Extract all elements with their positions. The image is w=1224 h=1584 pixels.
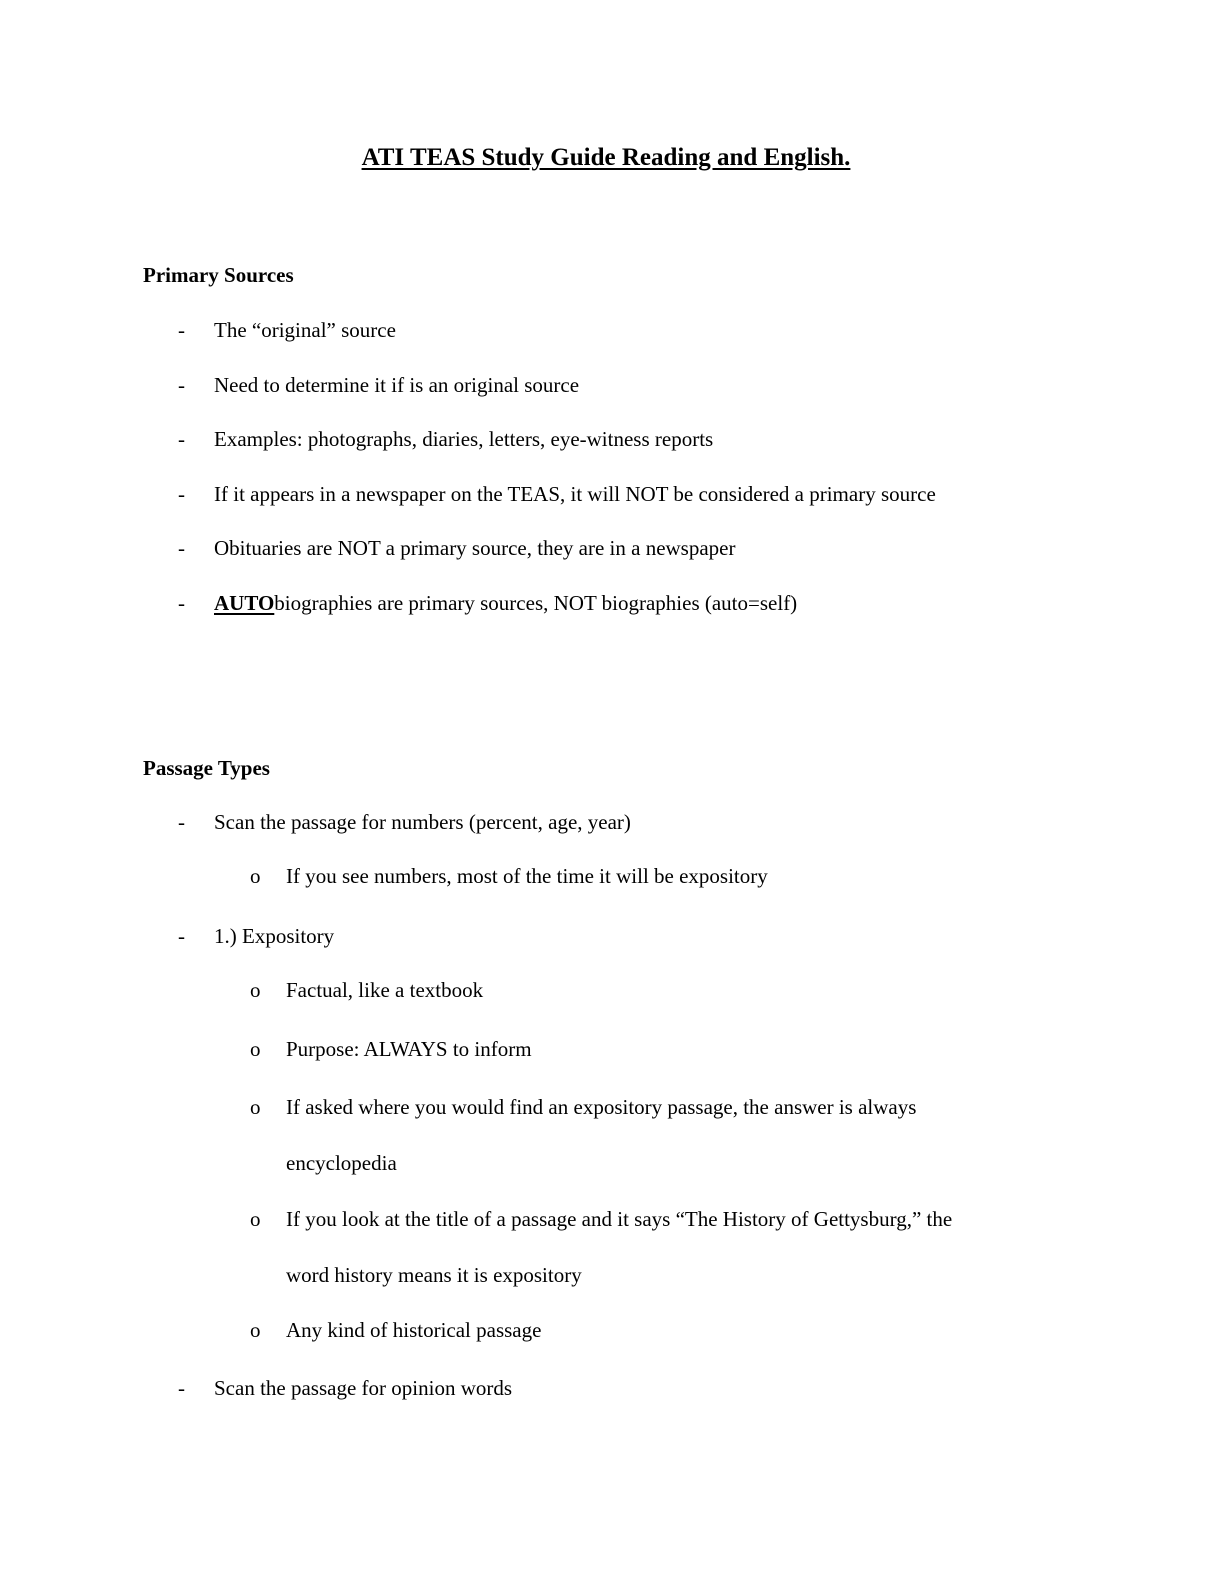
list-item-text: If it appears in a newspaper on the TEAS, it will NOT be considered a primary source <box>214 482 936 506</box>
dash-bullet: - <box>178 924 185 948</box>
sub-list-item-text: Purpose: ALWAYS to inform <box>286 1037 532 1061</box>
sub-list-item-text: If you look at the title of a passage and it says “The History of Gettysburg,” the <box>286 1207 953 1231</box>
sub-list-item-text: encyclopedia <box>286 1151 397 1175</box>
dash-bullet: - <box>178 1376 185 1400</box>
list-item-text: The “original” source <box>214 318 396 342</box>
sub-list-item-text: Any kind of historical passage <box>286 1318 542 1342</box>
dash-bullet: - <box>178 482 185 506</box>
sub-list-item-text: Factual, like a textbook <box>286 978 484 1002</box>
list-item-text <box>214 589 797 617</box>
dash-bullet: - <box>178 591 185 615</box>
section-heading-passage-types: Passage Types <box>143 756 270 780</box>
dash-bullet: - <box>178 373 185 397</box>
sub-list-item-text: If asked where you would find an expository passage, the answer is always <box>286 1095 917 1119</box>
list-item-text-rest: biographies are primary sources, NOT biographies (auto=self) <box>274 591 798 615</box>
dash-bullet: - <box>178 536 185 560</box>
circle-bullet: o <box>250 1095 261 1119</box>
list-item-text: 1.) Expository <box>214 924 335 948</box>
sub-list-item-text: word history means it is expository <box>286 1263 582 1287</box>
circle-bullet: o <box>250 1037 261 1061</box>
list-item-text: Need to determine it if is an original source <box>214 373 580 397</box>
section-heading-primary-sources: Primary Sources <box>143 263 294 287</box>
circle-bullet: o <box>250 978 261 1002</box>
dash-bullet: - <box>178 318 185 342</box>
circle-bullet: o <box>250 864 261 888</box>
circle-bullet: o <box>250 1318 261 1342</box>
dash-bullet: - <box>178 427 185 451</box>
list-item-text: Scan the passage for numbers (percent, age, year) <box>214 810 631 834</box>
list-item-text: Scan the passage for opinion words <box>214 1376 513 1400</box>
sub-list-item-text: If you see numbers, most of the time it will be expository <box>286 864 768 888</box>
document-title: ATI TEAS Study Guide Reading and English. <box>361 144 851 171</box>
list-item-text: Examples: photographs, diaries, letters, eye-witness reports <box>214 427 714 451</box>
emphasis-auto: AUTO <box>214 591 275 615</box>
dash-bullet: - <box>178 810 185 834</box>
list-item-text: Obituaries are NOT a primary source, they are in a newspaper <box>214 536 736 560</box>
circle-bullet: o <box>250 1207 261 1231</box>
